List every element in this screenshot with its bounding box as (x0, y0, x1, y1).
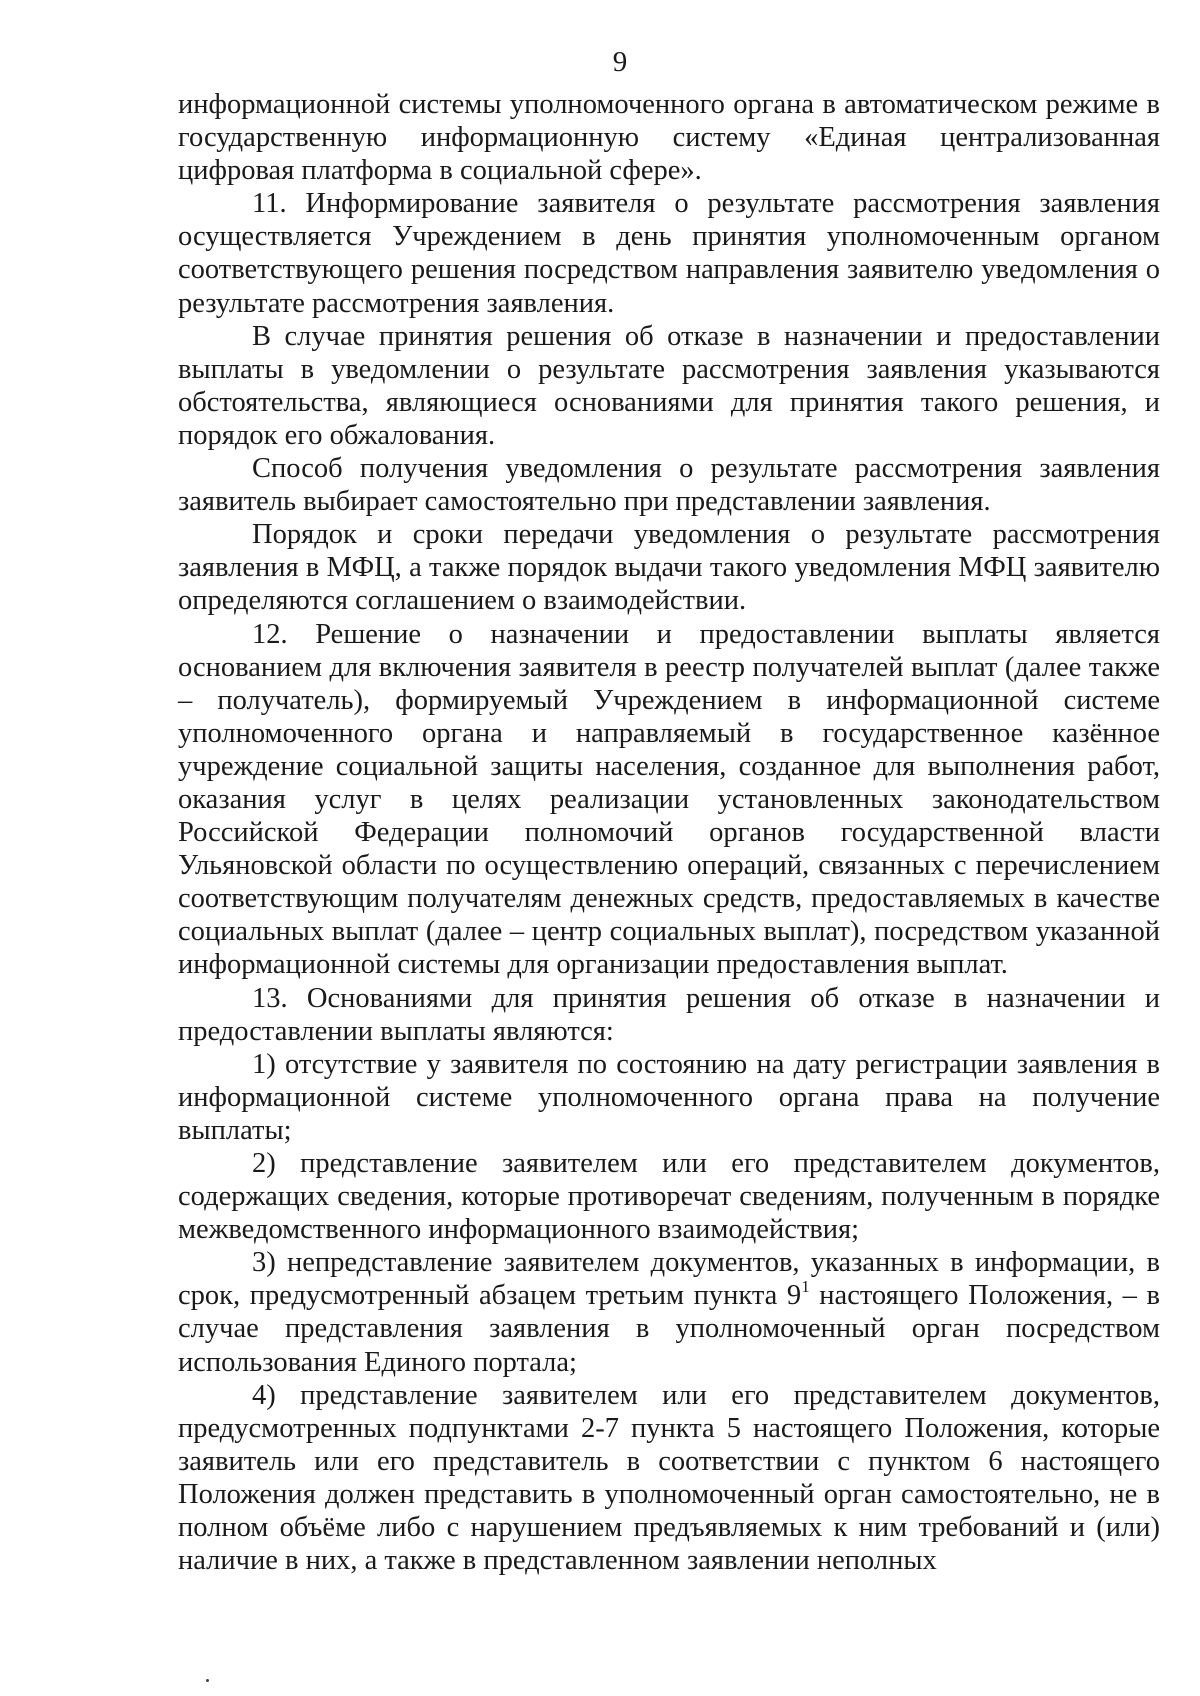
list-item-1: 1) отсутствие у заявителя по состоянию на дату регистрации заявления в информационной системе уполномоченного органа права на получение выплаты; (178, 1048, 1160, 1146)
page-number: 9 (612, 46, 628, 78)
list-item-3-text-after: настоящего Положения, – в случае представления заявления в уполномоченный орган посредством использования Единого портала; (178, 1280, 1160, 1378)
scan-artifact-dot (206, 1679, 209, 1682)
paragraph: Способ получения уведомления о результате рассмотрения заявления заявитель выбирает самостоятельно при представлении заявления. (178, 453, 1160, 518)
paragraph: В случае принятия решения об отказе в назначении и предоставлении выплаты в уведомлении о результате рассмотрения заявления указываются обстоятельства, являющиеся основаниями для принятия такого решения, и порядок его обжалования. (178, 320, 1160, 451)
paragraph-item-12: 12. Решение о назначении и предоставлении выплаты является основанием для включения заявителя в реестр получателей выплат (далее также – получатель), формируемый Учреждением в информационной системе уполномоченного органа и направляемый в государственное казённое учреждение социальной защиты населения, созданное для выполнения работ, оказания услуг в целях реализации установленных законодательством Российской Федерации полномочий органов государственной власти Ульяновской области по осуществлению операций, связанных с перечислением соответствующим получателям денежных средств, предоставляемых в качестве социальных выплат (далее – центр социальных выплат), посредством указанной информационной системы для организации предоставления выплат. (178, 618, 1160, 981)
list-item-4: 4) представление заявителем или его представителем документов, предусмотренных подпунктами 2-7 пункта 5 настоящего Положения, которые заявитель или его представитель в соответствии с пунктом 6 настоящего Положения должен представить в уполномоченный орган самостоятельно, не в полном объёме либо с нарушением предъявляемых к ним требований и (или) наличие в них, а также в представленном заявлении неполных (178, 1379, 1160, 1577)
paragraph: информационной системы уполномоченного органа в автоматическом режиме в государственную информационную систему «Единая централизованная цифровая платформа в социальной сфере». (178, 89, 1160, 187)
paragraph: Порядок и сроки передачи уведомления о результате рассмотрения заявления в МФЦ, а также порядок выдачи такого уведомления МФЦ заявителю определяются соглашением о взаимодействии. (178, 519, 1160, 617)
paragraph-item-13: 13. Основаниями для принятия решения об отказе в назначении и предоставлении выплаты являются: (178, 982, 1160, 1047)
document-body (178, 88, 1160, 1577)
list-item-3 (178, 1246, 1160, 1378)
list-item-2: 2) представление заявителем или его представителем документов, содержащих сведения, которые противоречат сведениям, полученным в порядке межведомственного информационного взаимодействия; (178, 1148, 1160, 1246)
superscript: 1 (801, 1277, 810, 1297)
list-item-3-text-before: 3) непредставление заявителем документов, указанных в информации, в срок, предусмотренный абзацем третьим пункта 9 (178, 1247, 1160, 1312)
paragraph-item-11: 11. Информирование заявителя о результате рассмотрения заявления осуществляется Учреждением в день принятия уполномоченным органом соответствующего решения посредством направления заявителю уведомления о результате рассмотрения заявления. (178, 188, 1160, 319)
